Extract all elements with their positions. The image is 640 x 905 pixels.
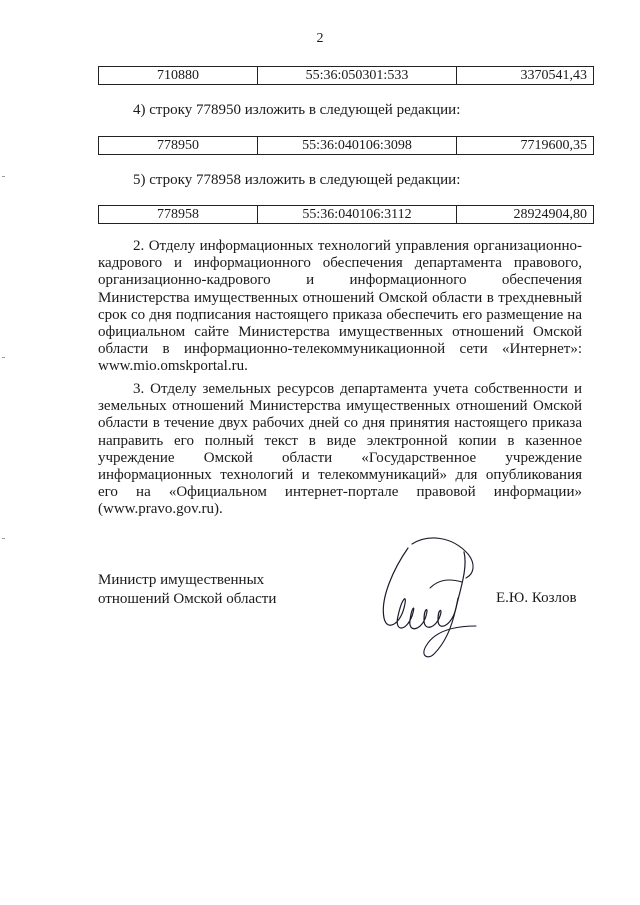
signatory-position-line-2: отношений Омской области: [98, 591, 277, 607]
table-cell-cadastral-number: 55:36:040106:3098: [258, 137, 457, 155]
register-table-row-778950: [98, 136, 594, 155]
signatory-name: Е.Ю. Козлов: [496, 590, 577, 606]
paragraph-item-2: 2. Отделу информационных технологий управления организационно-кадрового и информационного обеспечения департамента правового, организационно-кадрового и информационного обеспечения Министерства имущественных отношений Омской области в трехдневный срок со дня подписания настоящего приказа обеспечить его размещение на официальном сайте Министерства имущественных отношений Омской области в информационно-телекоммуникационной сети «Интернет»: www.mio.omskportal.ru.: [98, 238, 582, 375]
register-table-row-778958: [98, 205, 594, 224]
paragraph-item-3: 3. Отделу земельных ресурсов департамента учета собственности и земельных отношений Министерства имущественных отношений Омской области в течение двух рабочих дней со дня принятия настоящего приказа направить его полный текст в виде электронной копии в казенное учреждение Омской области «Государственное учреждение информационных технологий и телекоммуникаций» для опубликования его на «Официальном интернет-портале правовой информации» (www.pravo.gov.ru).: [98, 381, 582, 518]
table-cell-row-number: 778958: [99, 206, 258, 224]
table-cell-cadastral-number: 55:36:040106:3112: [258, 206, 457, 224]
instruction-row-778950: 4) строку 778950 изложить в следующей редакции:: [133, 102, 461, 118]
table-cell-cadastral-number: 55:36:050301:533: [258, 67, 457, 85]
handwritten-signature: [372, 528, 482, 660]
table-cell-value: 7719600,35: [457, 137, 594, 155]
register-table-row-710880: [98, 66, 594, 85]
page-number: 2: [316, 31, 324, 46]
signatory-position-line-1: Министр имущественных: [98, 572, 265, 588]
table-cell-row-number: 710880: [99, 67, 258, 85]
scan-edge-mark: [2, 538, 5, 539]
table-cell-value: 3370541,43: [457, 67, 594, 85]
signatory-position: [98, 571, 276, 609]
instruction-row-778958: 5) строку 778958 изложить в следующей редакции:: [133, 172, 461, 188]
table-cell-value: 28924904,80: [457, 206, 594, 224]
table-row: [99, 67, 594, 85]
table-row: [99, 206, 594, 224]
scan-edge-mark: [2, 176, 5, 177]
table-row: [99, 137, 594, 155]
scan-edge-mark: [2, 357, 5, 358]
table-cell-row-number: 778950: [99, 137, 258, 155]
